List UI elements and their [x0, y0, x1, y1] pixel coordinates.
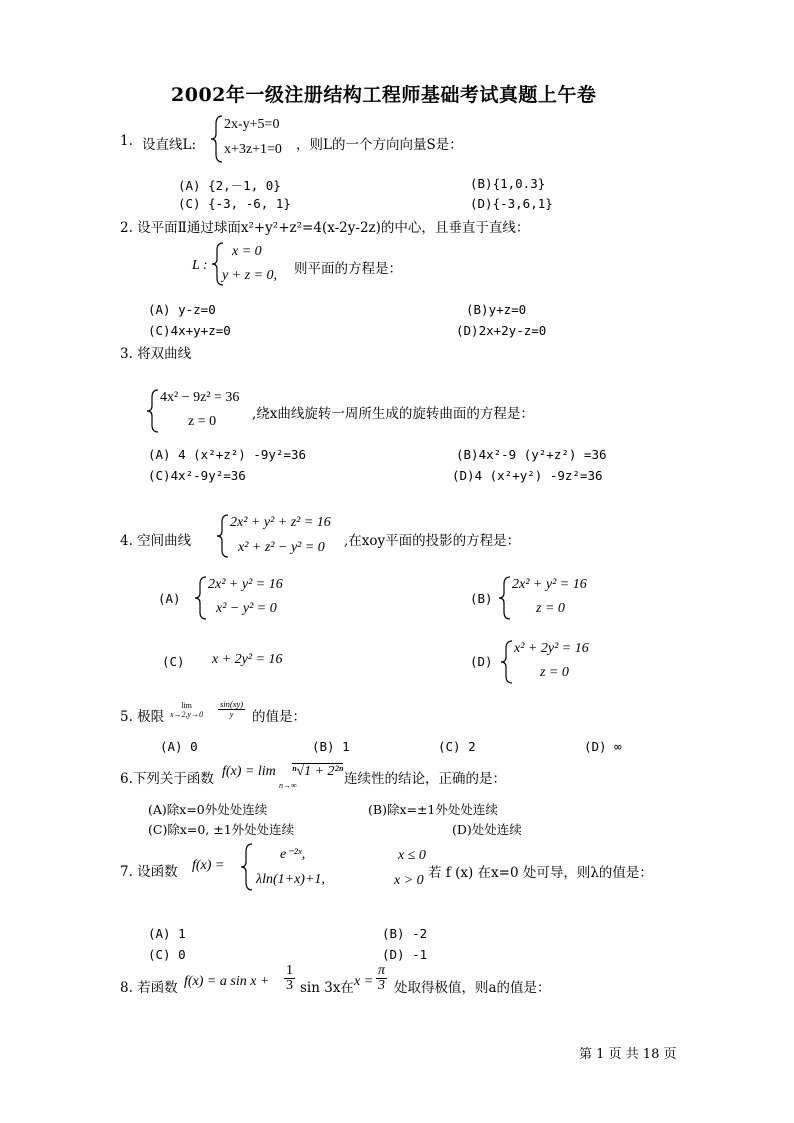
q8-function: f(x) = a sin x + [184, 974, 270, 989]
q8-lead: 8. 若函数 [120, 980, 178, 996]
q1-eq1: 2x-y+5=0 [224, 117, 280, 132]
q4-option-d-label: (D) [470, 654, 493, 669]
q2-option-a: (A) y-z=0 [148, 302, 216, 317]
q7-option-a: (A) 1 [148, 926, 186, 941]
q7-lead: 7. 设函数 [120, 864, 178, 880]
q6-limit-subscript: n→∞ [279, 781, 297, 790]
q4-eq2: x² + z² − y² = 0 [238, 540, 325, 555]
q1-option-a: (A) {2,－1, 0} [178, 178, 281, 193]
q4-option-d-brace [500, 639, 514, 685]
q8-frac1-denominator: 3 [286, 978, 293, 993]
q3-option-d: (D)4 (x²+y²) -9z²=36 [452, 468, 603, 483]
q4-brace [216, 513, 230, 559]
q4-option-c-label: (C) [162, 654, 185, 669]
q5-option-a: (A) 0 [160, 739, 198, 754]
q1-option-c: (C) {-3, -6, 1} [178, 196, 291, 211]
q5-option-c: (C) 2 [438, 739, 476, 754]
q5-limit [170, 701, 203, 719]
q7-piece2: λln(1+x)+1, [256, 872, 325, 887]
q7-option-c: (C) 0 [148, 947, 186, 962]
q4-option-a-label: (A) [158, 591, 181, 606]
q4-option-c-eq: x + 2y² = 16 [212, 652, 283, 667]
q5-option-d: (D) ∞ [584, 739, 622, 754]
q4-option-a-brace [194, 575, 208, 621]
q7-option-d: (D) -1 [382, 947, 428, 962]
q1-option-b: (B){1,0.3} [470, 176, 546, 191]
q7-condition1: x ≤ 0 [398, 848, 426, 863]
q6-root: ⁿ√1 + 2²ⁿ [292, 764, 344, 779]
q7-function: f(x) = [192, 858, 225, 873]
q4-lead: 4. 空间曲线 [120, 533, 192, 549]
q5-frac-denominator: y [229, 708, 234, 719]
q5-option-b: (B) 1 [312, 739, 350, 754]
q8-x-equals: x = [354, 974, 374, 989]
q1-brace [210, 114, 224, 164]
q8-frac1-numerator: 1 [286, 963, 293, 978]
q5-lim-subscript: x→2,y→0 [170, 710, 204, 719]
q5-tail: 的值是： [252, 709, 306, 725]
q6-option-d: (D)处处连续 [452, 822, 522, 837]
q3-eq1: 4x² − 9z² = 36 [160, 390, 240, 405]
q2-option-c: (C)4x+y+z=0 [148, 323, 231, 338]
q4-option-a-eq1: 2x² + y² = 16 [208, 577, 283, 592]
q7-condition2: x > 0 [394, 873, 424, 888]
q7-option-b: (B) -2 [382, 926, 428, 941]
q4-option-d-eq1: x² + 2y² = 16 [514, 641, 589, 656]
q1-lead: 设直线L: [142, 137, 197, 153]
page-title: 2002年一级注册结构工程师基础考试真题上午卷 [171, 84, 597, 106]
q7-piece1: e⁻²ˣ, [280, 847, 306, 862]
q3-eq2: z = 0 [188, 414, 217, 429]
q5-fraction [218, 700, 245, 718]
q6-lead: 6.下列关于函数 [120, 771, 214, 787]
q5-frac-numerator: sin(xy) [220, 699, 244, 709]
q4-option-b-brace [498, 575, 512, 621]
q2-text: 2. 设平面Ⅱ通过球面x²+y²+z²=4(x-2y-2z)的中心，且垂直于直线： [120, 220, 530, 236]
q2-option-d: (D)2x+2y-z=0 [456, 323, 547, 338]
q4-option-b-eq2: z = 0 [536, 601, 565, 616]
q1-tail: ，则L的一个方向向量S是： [296, 137, 463, 153]
q2-tail: 则平面的方程是： [294, 261, 402, 277]
q2-eq1: x = 0 [232, 244, 262, 259]
q3-text: 3. 将双曲线 [120, 346, 192, 362]
q8-fraction-2 [376, 964, 387, 993]
q3-option-b: (B)4x²-9 (y²+z²) =36 [456, 447, 607, 462]
q6-option-a: (A)除x=0外处处连续 [148, 802, 268, 817]
q4-option-a-eq2: x² − y² = 0 [216, 601, 277, 616]
q7-brace [240, 842, 254, 892]
q6-option-c: (C)除x=0, ±1外处处连续 [148, 822, 295, 837]
q8-frac2-denominator: 3 [378, 978, 385, 993]
q4-option-b-eq1: 2x² + y² = 16 [512, 577, 587, 592]
q4-tail: ,在xoy平面的投影的方程是： [344, 533, 521, 549]
page-footer: 第 1 页 共 18 页 [579, 1047, 677, 1062]
q5-lead: 5. 极限 [120, 709, 165, 725]
q6-function: f(x) = lim [222, 764, 276, 779]
q3-option-c: (C)4x²-9y²=36 [148, 468, 246, 483]
q4-eq1: 2x² + y² + z² = 16 [230, 515, 331, 530]
q7-tail: 若 f (x) 在x=0 处可导，则λ的值是： [428, 865, 653, 881]
q8-mid: sin 3x在 [300, 980, 354, 996]
q8-fraction-1 [284, 964, 295, 993]
q2-eq2: y + z = 0, [222, 268, 278, 283]
q1-number: 1. [120, 133, 133, 149]
q1-eq2: x+3z+1=0 [224, 142, 282, 157]
q2-label: L : [192, 258, 208, 273]
q3-brace [146, 388, 160, 434]
q2-option-b: (B)y+z=0 [466, 302, 527, 317]
q3-tail: ,绕x曲线旋转一周所生成的旋转曲面的方程是： [252, 406, 534, 422]
q8-frac2-numerator: π [378, 963, 386, 978]
q3-option-a: (A) 4 (x²+z²) -9y²=36 [148, 447, 307, 462]
q4-option-d-eq2: z = 0 [540, 665, 569, 680]
q4-option-b-label: (B) [470, 591, 493, 606]
q5-lim-word: lim [181, 701, 192, 710]
q8-tail: 处取得极值，则a的值是： [394, 980, 551, 996]
q1-option-d: (D){-3,6,1} [470, 196, 553, 211]
q6-tail: 连续性的结论，正确的是： [344, 771, 506, 787]
q6-option-b: (B)除x=±1外处处连续 [368, 802, 498, 817]
